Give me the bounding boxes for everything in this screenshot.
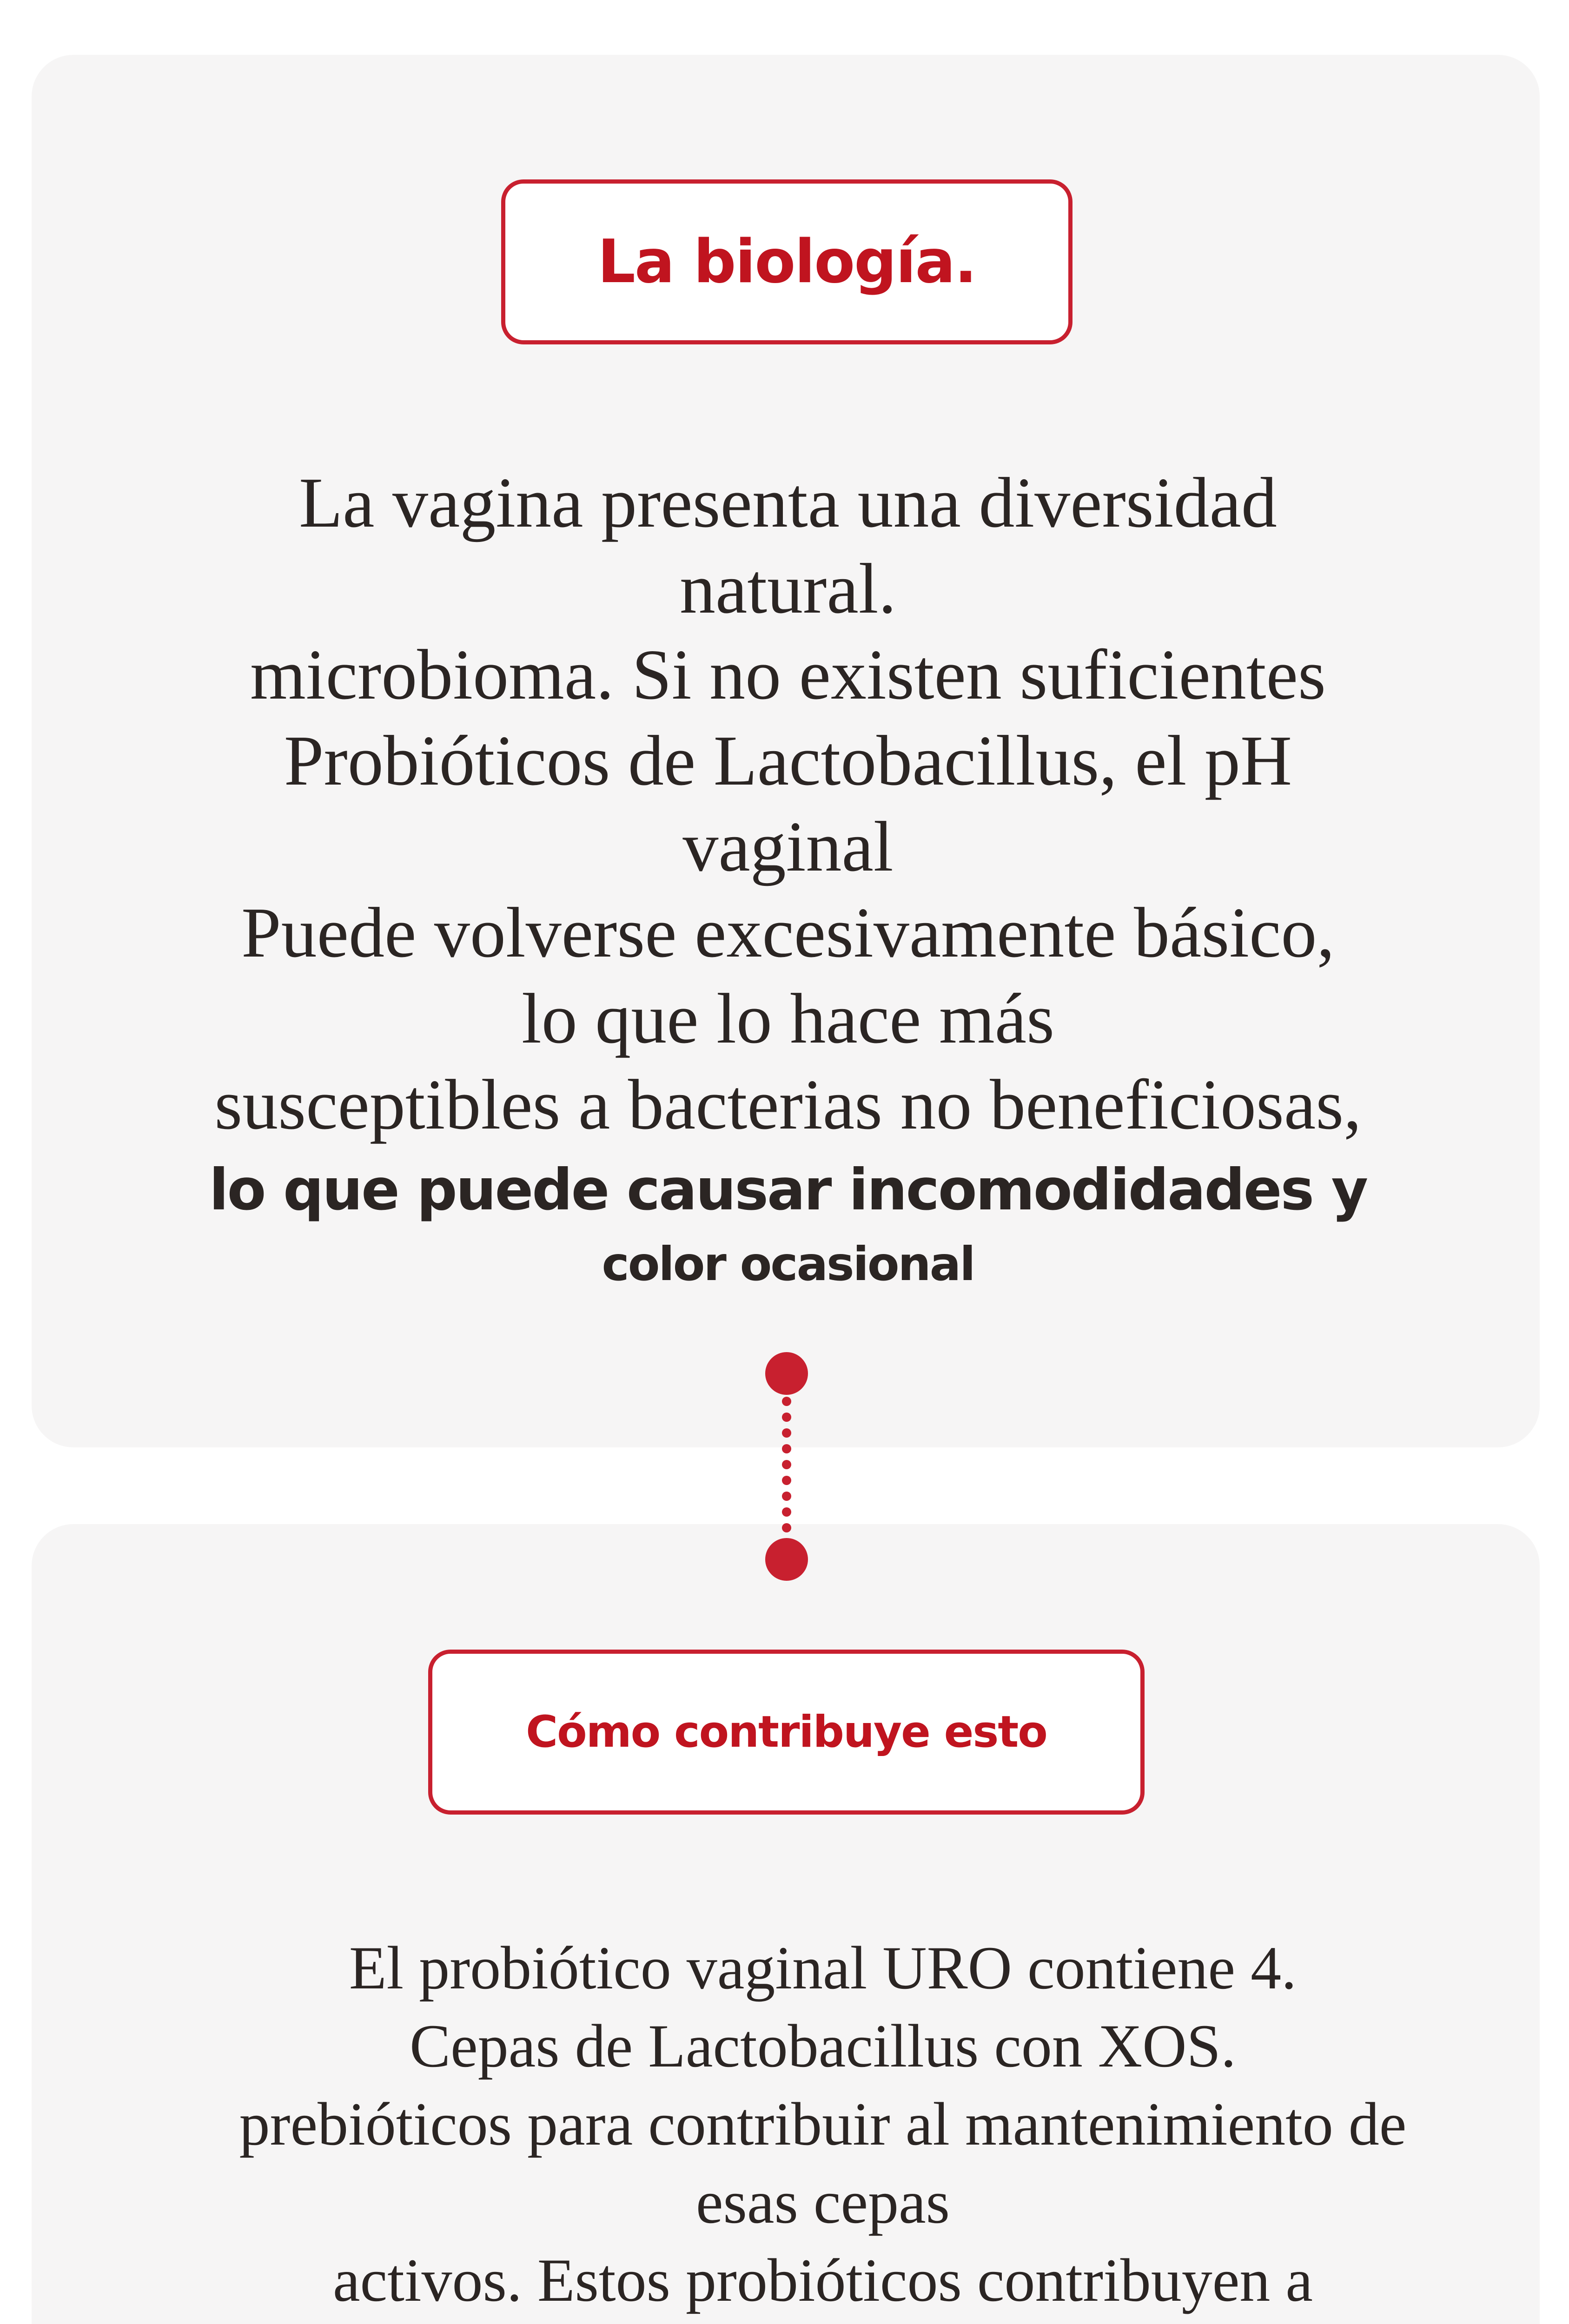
contribution-text	[70, 1929, 1569, 2324]
biology-text-line: lo que lo hace más	[521, 979, 1055, 1058]
biology-badge	[501, 179, 1072, 344]
biology-text-line: Puede volverse excesivamente básico,	[241, 893, 1335, 972]
biology-emphasis-line: lo que puede causar incomodidades y	[209, 1157, 1367, 1223]
biology-text-line: susceptibles a bacterias no beneficiosas,	[214, 1065, 1362, 1144]
biology-text-line: Probióticos de Lactobacillus, el pH	[284, 721, 1292, 800]
dotted-connector	[759, 1346, 814, 1587]
biology-text-line: vaginal	[682, 807, 894, 886]
contribution-text-line: El probiótico vaginal URO contiene 4.	[349, 1934, 1297, 2002]
contribution-badge	[428, 1650, 1145, 1815]
biology-text-line: La vagina presenta una diversidad	[299, 463, 1277, 542]
connector-top-dot	[765, 1352, 808, 1395]
contribution-text-line: Cepas de Lactobacillus con XOS.	[410, 2012, 1236, 2080]
biology-text-line: microbioma. Si no existen suficientes	[250, 635, 1326, 714]
contribution-text-line: esas cepas	[695, 2168, 950, 2236]
connector-bottom-dot	[765, 1538, 808, 1581]
contribution-text-line: prebióticos para contribuir al mantenimiento de	[239, 2090, 1407, 2158]
biology-badge-label: La biología.	[597, 227, 976, 297]
biology-text	[70, 460, 1506, 1297]
contribution-badge-label: Cómo contribuye esto	[526, 1707, 1047, 1757]
contribution-text-line	[70, 2319, 1569, 2324]
biology-text-line: natural.	[679, 549, 897, 628]
biology-emphasis-line: color ocasional	[602, 1237, 974, 1291]
contribution-text-line: activos. Estos probióticos contribuyen a	[333, 2246, 1313, 2314]
